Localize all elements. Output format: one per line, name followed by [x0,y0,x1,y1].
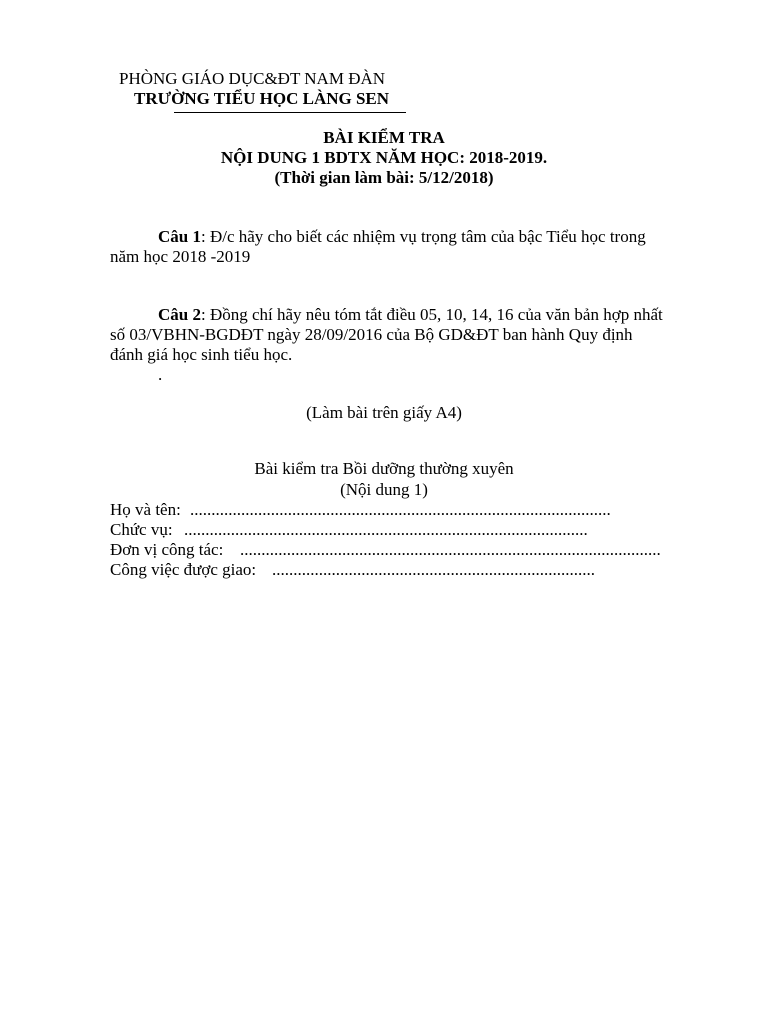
question-1-label: Câu 1 [158,227,201,246]
answer-sheet-title: Bài kiểm tra Bồi dưỡng thường xuyên [254,459,514,478]
answer-sheet-subtitle: (Nội dung 1) [340,480,428,499]
question-2-line-1 [158,305,663,325]
header-underline [174,112,406,113]
unit-field-dots: ................................................................................................... [240,540,661,559]
paper-note: (Làm bài trên giấy A4) [306,403,462,422]
question-1-text: : Đ/c hãy cho biết các nhiệm vụ trọng tâm của bậc Tiểu học trong [200,227,646,246]
exam-title: BÀI KIỂM TRA [323,128,445,147]
school-name: TRƯỜNG TIỂU HỌC LÀNG SEN [134,89,390,108]
unit-field-label: Đơn vị công tác: [110,540,224,559]
question-2-text: : Đồng chí hãy nêu tóm tắt điều 05, 10, 14, 16 của văn bản hợp nhất [200,305,663,324]
exam-time: (Thời gian làm bài: 5/12/2018) [274,168,494,187]
duty-field-label: Công việc được giao: [110,560,257,579]
name-field-dots: ................................................................................................... [190,500,611,519]
name-field-label: Họ và tên: [110,500,181,519]
question-2-line-2: số 03/VBHN-BGDĐT ngày 28/09/2016 của Bộ GD&ĐT ban hành Quy định [110,325,633,344]
position-field-label: Chức vụ: [110,520,173,539]
exam-subtitle: NỘI DUNG 1 BDTX NĂM HỌC: 2018-2019. [220,148,548,167]
question-2-line-3: đánh giá học sinh tiểu học. [110,345,293,364]
question-1-line-2: năm học 2018 -2019 [110,247,251,266]
question-2-dot: . [158,365,163,384]
question-1-line-1 [158,227,646,247]
duty-field-dots: ............................................................................ [272,560,595,579]
position-field-dots: ............................................................................................... [184,520,588,539]
question-2-label: Câu 2 [158,305,201,324]
department-name: PHÒNG GIÁO DỤC&ĐT NAM ĐÀN [119,69,386,88]
